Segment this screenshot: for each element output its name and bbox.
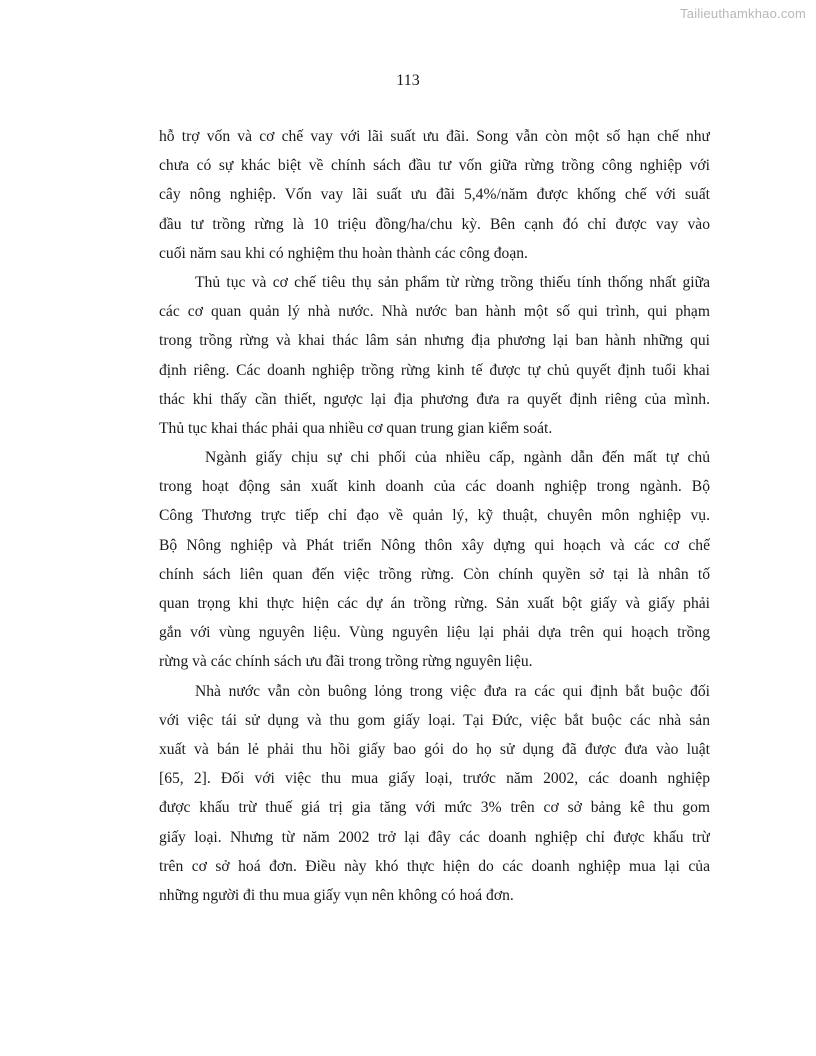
text-line: Ngành giấy chịu sự chi phối của nhiều cấp, ngành dẫn đến mất tự chủ [205, 449, 710, 467]
text-line: chưa có sự khác biệt về chính sách đầu tư vốn giữa rừng trồng công nghiệp với [159, 157, 710, 175]
text-line: định riêng. Các doanh nghiệp trồng rừng kinh tế được tự chủ quyết định tuổi khai [159, 361, 710, 379]
text-line: Thủ tục khai thác phải qua nhiều cơ quan trung gian kiểm soát. [159, 419, 553, 437]
text-line: thác khi thấy cần thiết, ngược lại địa phương đưa ra quyết định riêng của mình. [159, 390, 710, 408]
text-line: cuối năm sau khi có nghiệm thu hoàn thành các công đoạn. [159, 244, 528, 262]
paragraph-4 [159, 677, 710, 911]
text-line: quan trọng khi thực hiện các dự án trồng rừng. Sản xuất bột giấy và giấy phải [159, 595, 710, 612]
text-line: với việc tái sử dụng và thu gom giấy loại. Tại Đức, việc bắt buộc các nhà sản [159, 711, 710, 729]
paragraph-2 [159, 268, 710, 443]
text-line: giấy loại. Nhưng từ năm 2002 trở lại đây các doanh nghiệp chỉ được khấu trừ [159, 828, 710, 846]
text-line: Bộ Nông nghiệp và Phát triển Nông thôn xây dựng qui hoạch và các cơ chế [159, 536, 710, 554]
text-line: trong trồng rừng và khai thác lâm sản nhưng địa phương lại ban hành những qui [159, 332, 710, 350]
page-number: 113 [396, 72, 420, 89]
text-line: rừng và các chính sách ưu đãi trong trồng rừng nguyên liệu. [159, 653, 533, 671]
text-line: [65, 2]. Đối với việc thu mua giấy loại, trước năm 2002, các doanh nghiệp [159, 770, 710, 788]
text-line: trên cơ sở hoá đơn. Điều này khó thực hiện do các doanh nghiệp mua lại của [159, 857, 710, 875]
text-line: được khấu trừ thuế giá trị gia tăng với mức 3% trên cơ sở bảng kê thu gom [159, 799, 710, 817]
text-line: xuất và bán lẻ phải thu hồi giấy bao gói do họ sử dụng đã được đưa vào luật [159, 740, 710, 758]
text-line: Thủ tục và cơ chế tiêu thụ sản phẩm từ rừng trồng thiếu tính thống nhất giữa [195, 273, 710, 291]
paragraph-3 [159, 443, 710, 677]
paragraph-1 [159, 122, 710, 268]
text-line: Nhà nước vẫn còn buông lỏng trong việc đưa ra các qui định bắt buộc đối [195, 682, 710, 700]
text-line: Công Thương trực tiếp chỉ đạo về quản lý, kỹ thuật, chuyên môn nghiệp vụ. [159, 507, 710, 525]
text-line: hỗ trợ vốn và cơ chế vay với lãi suất ưu đãi. Song vẫn còn một số hạn chế như [159, 128, 710, 145]
text-line: đầu tư trồng rừng là 10 triệu đồng/ha/chu kỳ. Bên cạnh đó chỉ được vay vào [159, 215, 710, 233]
text-line: trong hoạt động sản xuất kinh doanh của các doanh nghiệp trong ngành. Bộ [159, 478, 710, 496]
text-line: chính sách liên quan đến việc trồng rừng. Còn chính quyền sở tại là nhân tố [159, 565, 710, 583]
document-body [159, 122, 710, 910]
text-line: những người đi thu mua giấy vụn nên không có hoá đơn. [159, 886, 514, 904]
text-line: các cơ quan quản lý nhà nước. Nhà nước ban hành một số qui trình, qui phạm [159, 303, 710, 321]
text-line: gắn với vùng nguyên liệu. Vùng nguyên liệu lại phải dựa trên qui hoạch trồng [159, 624, 710, 642]
text-line: cây nông nghiệp. Vốn vay lãi suất ưu đãi 5,4%/năm được khống chế với suất [159, 186, 710, 204]
watermark-text: Tailieuthamkhao.com [680, 6, 806, 21]
